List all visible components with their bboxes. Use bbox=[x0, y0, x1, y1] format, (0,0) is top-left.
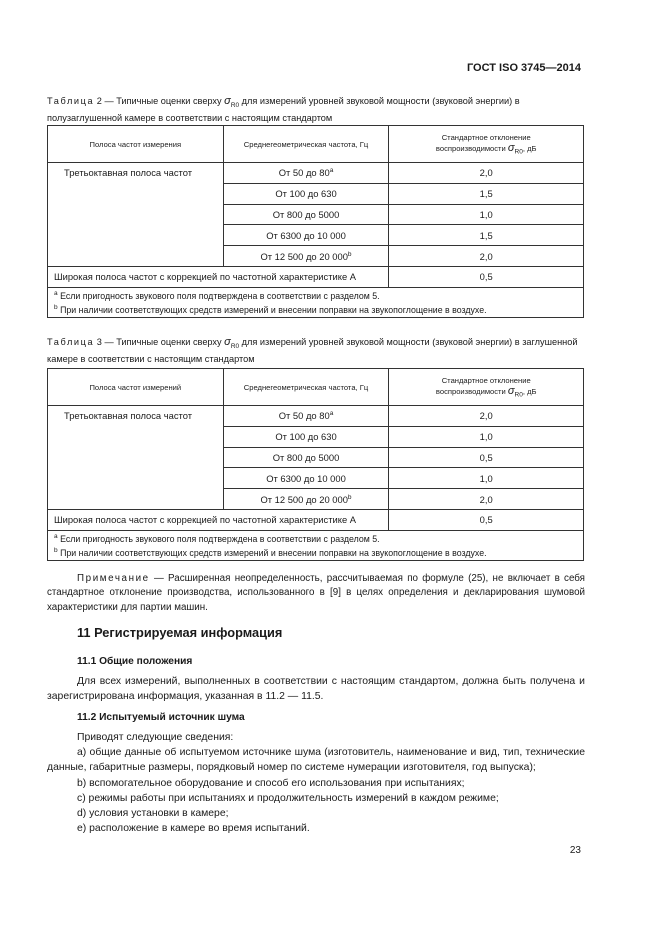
table2-col-std-line1: Стандартное отклонение bbox=[441, 132, 531, 142]
subsection-title-general: 11.1 Общие положения bbox=[77, 656, 193, 667]
table2-caption-number: 2 bbox=[96, 96, 102, 106]
table2-col-std-sigma: σ bbox=[507, 141, 515, 154]
table3-band-cell: Третьоктавная полоса частот bbox=[48, 406, 224, 510]
table2-caption-sub: R0 bbox=[230, 101, 240, 109]
footnote-mark: a bbox=[329, 167, 334, 175]
table2-col-std-unit: , дБ bbox=[522, 143, 537, 153]
table2-caption-post: для измерений уровней звуковой мощности (звуковой энергии) в полузаглушенной камере в соответствии с настоящим стандартом bbox=[47, 96, 520, 123]
table-row bbox=[48, 406, 584, 427]
list-item: а) общие данные об испытуемом источнике шума (изготовитель, наименование и вид, тип, технические данные, габаритные размеры, порядковый номер по системе нумерации изготовителя, год выпуска); bbox=[47, 747, 585, 774]
freq-text: От 800 до 5000 bbox=[272, 209, 340, 221]
table2-value-cell: 2,0 bbox=[389, 246, 584, 267]
table3-value-cell: 0,5 bbox=[389, 447, 584, 468]
footnote-mark: b bbox=[347, 250, 352, 258]
table2-value-cell: 2,0 bbox=[389, 163, 584, 184]
table2-footnote-cell bbox=[48, 287, 584, 317]
table3-col-band: Полоса частот измерений bbox=[48, 369, 224, 406]
table2-col-band: Полоса частот измерения bbox=[48, 126, 224, 163]
freq-text: От 800 до 5000 bbox=[272, 452, 340, 464]
table2-caption-pre: — Типичные оценки сверху bbox=[101, 96, 225, 106]
freq-text: От 6300 до 10 000 bbox=[266, 229, 346, 241]
footnote-b: При наличии соответствующих средств измерений и внесении поправки на звукопоглощение в воздухе. bbox=[57, 548, 487, 559]
footnote-b: При наличии соответствующих средств измерений и внесении поправки на звукопоглощение в воздухе. bbox=[57, 305, 487, 316]
table3-caption-sigma: σ bbox=[224, 336, 231, 348]
freq-text: От 6300 до 10 000 bbox=[266, 472, 346, 484]
freq-text: От 12 500 до 20 000 bbox=[260, 493, 348, 505]
table2 bbox=[47, 125, 584, 318]
freq-text: От 12 500 до 20 000 bbox=[260, 250, 348, 262]
general-paragraph: Для всех измерений, выполненных в соответствии с настоящим стандартом, должна быть получена и зарегистрирована информация, указанная в 11.2 — 11.5. bbox=[47, 676, 585, 703]
footnote-a: Если пригодность звукового поля подтверждена в соответствии с разделом 5. bbox=[57, 290, 380, 301]
footnote-b-mark: b bbox=[54, 547, 58, 555]
table3-footnote-cell bbox=[48, 530, 584, 560]
table2-value-cell: 1,5 bbox=[389, 183, 584, 204]
freq-text: От 50 до 80 bbox=[278, 167, 330, 179]
footnote-a-mark: a bbox=[54, 532, 58, 540]
table3-col-std-sigma: σ bbox=[507, 384, 515, 397]
noise-source-list bbox=[47, 730, 585, 836]
freq-text: От 100 до 630 bbox=[275, 188, 337, 200]
table2-freq-cell bbox=[223, 163, 389, 184]
list-item: c) режимы работы при испытаниях и продолжительность измерений в каждом режиме; bbox=[77, 792, 499, 804]
table3-value-cell: 1,0 bbox=[389, 426, 584, 447]
table3 bbox=[47, 368, 584, 561]
freq-text: От 50 до 80 bbox=[278, 410, 330, 422]
list-item: e) расположение в камере во время испытаний. bbox=[77, 823, 310, 835]
table3-col-std-sub: R0 bbox=[514, 391, 523, 399]
table-row bbox=[48, 266, 584, 287]
freq-text: От 100 до 630 bbox=[275, 431, 337, 443]
table3-col-std-line2: воспроизводимости bbox=[435, 386, 508, 396]
table3-col-std-line1: Стандартное отклонение bbox=[441, 375, 531, 385]
table3-freq-cell bbox=[223, 468, 389, 489]
table-row bbox=[48, 509, 584, 530]
table2-wide-label: Широкая полоса частот с коррекцией по частотной характеристике А bbox=[48, 266, 389, 287]
table2-value-cell: 1,0 bbox=[389, 204, 584, 225]
table2-footnotes bbox=[48, 287, 584, 317]
note-text: — Расширенная неопределенность, рассчитываемая по формуле (25), не включает в себя стандартное отклонение производства, использованного в [9] в целях определения и декларирования шумовой характеристики для партии машин. bbox=[47, 573, 585, 613]
footnote-mark: b bbox=[347, 493, 352, 501]
section-title: 11 Регистрируемая информация bbox=[77, 625, 283, 640]
table3-caption-sub: R0 bbox=[230, 342, 240, 350]
footnote-a: Если пригодность звукового поля подтверждена в соответствии с разделом 5. bbox=[57, 533, 380, 544]
footnote-b-mark: b bbox=[54, 304, 58, 312]
footnote-mark: a bbox=[329, 410, 334, 418]
note-label: Примечание bbox=[77, 573, 150, 584]
table2-caption-sigma: σ bbox=[224, 95, 231, 107]
table2-col-std-sub: R0 bbox=[514, 148, 523, 156]
subsection-title-noise-source: 11.2 Испытуемый источник шума bbox=[77, 712, 245, 723]
list-item: d) условия установки в камере; bbox=[77, 808, 229, 820]
table2-freq-cell bbox=[223, 225, 389, 246]
document-code: ГОСТ ISO 3745—2014 bbox=[466, 62, 581, 74]
table3-freq-cell bbox=[223, 426, 389, 447]
table2-col-freq: Среднегеометрическая частота, Гц bbox=[223, 126, 389, 163]
page-number: 23 bbox=[569, 845, 581, 856]
table3-wide-label: Широкая полоса частот с коррекцией по частотной характеристике А bbox=[48, 509, 389, 530]
table3-value-cell: 2,0 bbox=[389, 489, 584, 510]
table3-freq-cell bbox=[223, 406, 389, 427]
table3-col-std bbox=[389, 369, 584, 406]
table2-caption-label: Таблица bbox=[47, 96, 95, 106]
table3-wide-value: 0,5 bbox=[389, 509, 584, 530]
table3-caption-label: Таблица bbox=[47, 337, 95, 347]
table3-caption-post: для измерений уровней звуковой мощности (звуковой энергии) в заглушенной камере в соответствии с настоящим стандартом bbox=[47, 337, 578, 364]
table2-band-cell: Третьоктавная полоса частот bbox=[48, 163, 224, 267]
footnote-a-mark: a bbox=[54, 289, 58, 297]
table3-value-cell: 1,0 bbox=[389, 468, 584, 489]
table3-freq-cell bbox=[223, 447, 389, 468]
table3-freq-cell bbox=[223, 489, 389, 510]
table3-caption-number: 3 bbox=[96, 337, 102, 347]
list-intro: Приводят следующие сведения: bbox=[77, 732, 234, 743]
table3-caption bbox=[47, 336, 585, 366]
table2-wide-value: 0,5 bbox=[389, 266, 584, 287]
table3-col-std-unit: , дБ bbox=[522, 386, 537, 396]
table2-freq-cell bbox=[223, 183, 389, 204]
table-note bbox=[47, 572, 585, 615]
table3-header-row bbox=[48, 369, 584, 406]
table2-header-row bbox=[48, 126, 584, 163]
table3-caption-pre: — Типичные оценки сверху bbox=[101, 337, 225, 347]
table2-freq-cell bbox=[223, 246, 389, 267]
table2-col-std bbox=[389, 126, 584, 163]
table2-value-cell: 1,5 bbox=[389, 225, 584, 246]
table2-freq-cell bbox=[223, 204, 389, 225]
table-row bbox=[48, 163, 584, 184]
table2-caption bbox=[47, 95, 585, 125]
list-item: b) вспомогательное оборудование и способ его использования при испытаниях; bbox=[77, 777, 465, 789]
table2-col-std-line2: воспроизводимости bbox=[435, 143, 508, 153]
table3-footnotes bbox=[48, 530, 584, 560]
table3-value-cell: 2,0 bbox=[389, 406, 584, 427]
table3-col-freq: Среднегеометрическая частота, Гц bbox=[223, 369, 389, 406]
